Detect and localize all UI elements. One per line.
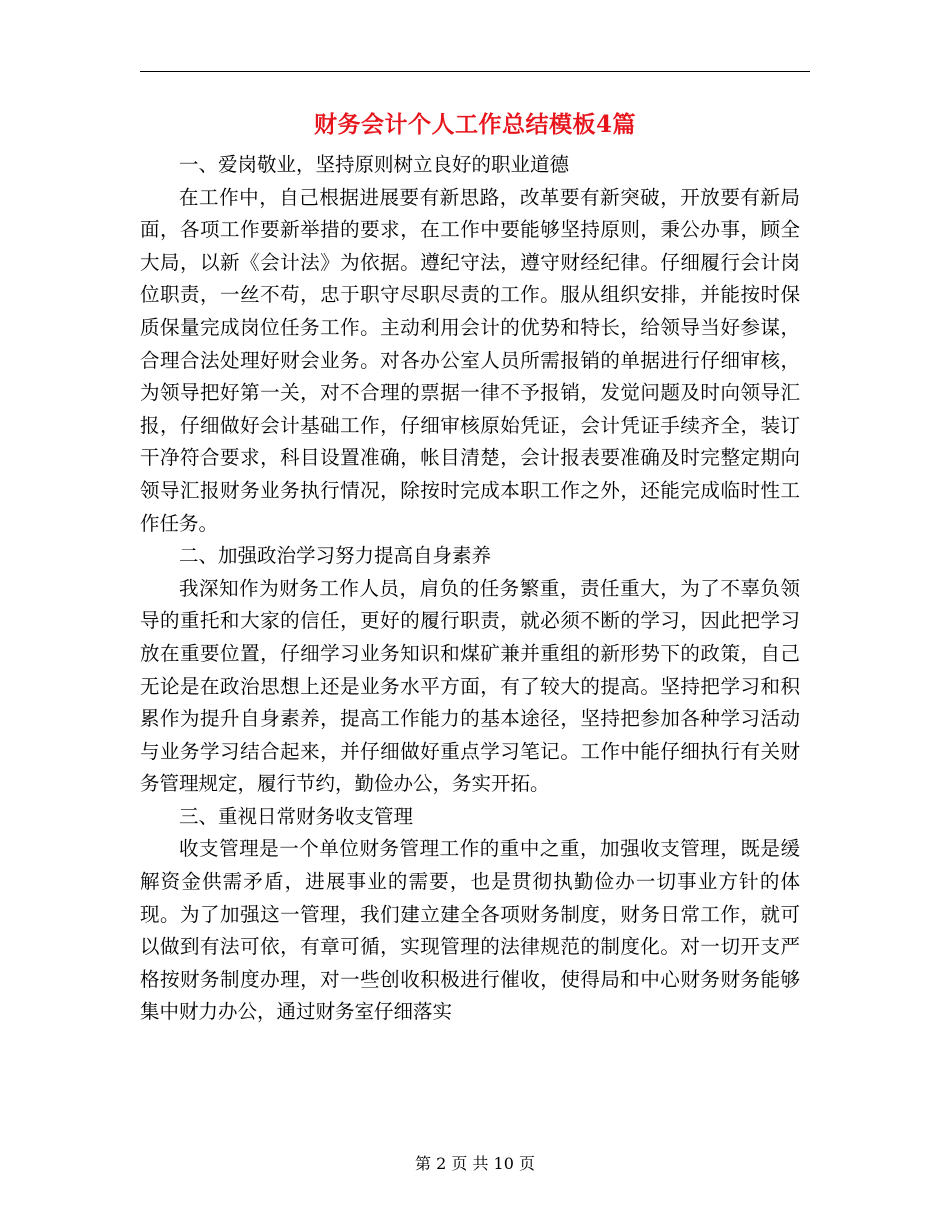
header-rule	[140, 71, 810, 72]
section-heading-3: 三、重视日常财务收支管理	[179, 804, 414, 828]
section-heading-1: 一、爱岗敬业，坚持原则树立良好的职业道德	[179, 153, 570, 176]
body-paragraph-3: 收支管理是一个单位财务管理工作的重中之重，加强收支管理，既是缓解资金供需矛盾，进展事业的需要，也是贯彻执勤俭办一切事业方针的体现。为了加强这一管理，我们建立建全各项财务制度，财务日常工作，就可以做到有法可依，有章可循，实现管理的法律规范的制度化。对一切开支严格按财务制度办理，对一些创收积极进行催收，使得局和中心财务财务能够集中财力办公，通过财务室仔细落实	[140, 837, 800, 1024]
document-title: 财务会计个人工作总结模板4篇	[313, 111, 636, 138]
section-heading-2: 二、加强政治学习努力提高自身素养	[179, 544, 492, 568]
page-number-footer: 第 2 页 共 10 页	[415, 1154, 535, 1173]
document-body	[140, 149, 800, 1029]
body-paragraph-2: 我深知作为财务工作人员，肩负的任务繁重，责任重大，为了不辜负领导的重托和大家的信任，更好的履行职责，就必须不断的学习，因此把学习放在重要位置，仔细学习业务知识和煤矿兼并重组的新形势下的政策，自己无论是在政治思想上还是业务水平方面，有了较大的提高。坚持把学习和积累作为提升自身素养，提高工作能力的基本途径，坚持把参加各种学习活动与业务学习结合起来，并仔细做好重点学习笔记。工作中能仔细执行有关财务管理规定，履行节约，勤俭办公，务实开拓。	[140, 576, 800, 796]
body-paragraph-1: 在工作中，自己根据进展要有新思路，改革要有新突破，开放要有新局面，各项工作要新举措的要求，在工作中要能够坚持原则，秉公办事，顾全大局，以新《会计法》为依据。遵纪守法，遵守财经纪律。仔细履行会计岗位职责，一丝不苟，忠于职守尽职尽责的工作。服从组织安排，并能按时保质保量完成岗位任务工作。主动利用会计的优势和特长，给领导当好参谋，合理合法处理好财会业务。对各办公室人员所需报销的单据进行仔细审核，为领导把好第一关，对不合理的票据一律不予报销，发觉问题及时向领导汇报，仔细做好会计基础工作，仔细审核原始凭证，会计凭证手续齐全，装订干净符合要求，科目设置准确，帐目清楚，会计报表要准确及时完整定期向领导汇报财务业务执行情况，除按时完成本职工作之外，还能完成临时性工作任务。	[140, 185, 800, 535]
